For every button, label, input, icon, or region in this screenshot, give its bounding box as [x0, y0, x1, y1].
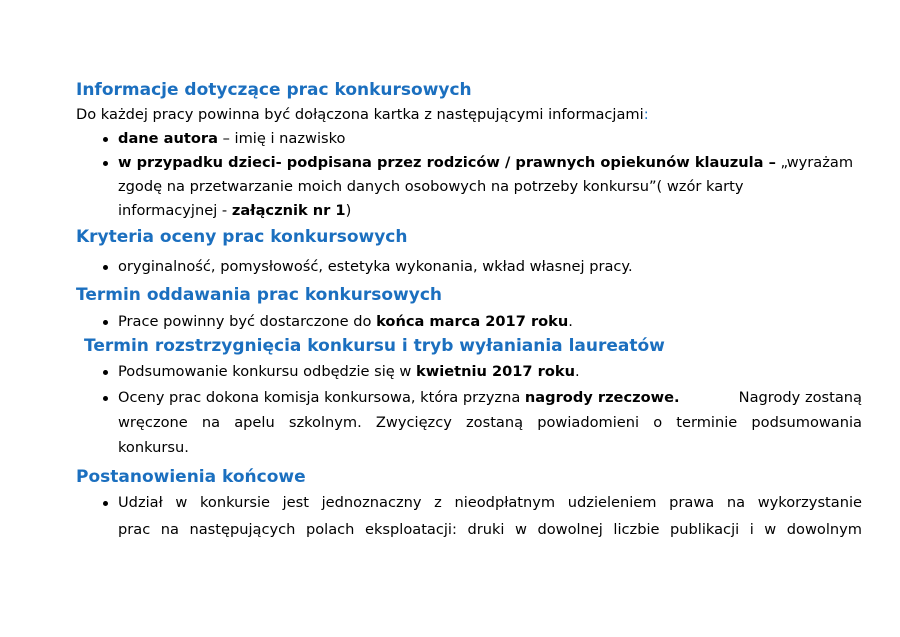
list-item-oceny-line3: konkursu. — [118, 439, 189, 456]
list-item-podsumowanie — [118, 363, 580, 380]
bullet-icon — [103, 265, 108, 270]
item-text: . — [574, 363, 580, 380]
item-bold-text: w przypadku dzieci- podpisana przez rodziców / prawnych opiekunów klauzula – — [118, 154, 776, 171]
section1-intro — [76, 106, 649, 123]
list-item-klauzula-line1 — [118, 154, 853, 171]
bullet-icon — [103, 137, 108, 142]
item-text: Prace powinny być dostarczone do — [118, 313, 377, 330]
item-bold-text: końca marca 2017 roku — [376, 313, 569, 330]
bullet-icon — [103, 396, 108, 401]
list-item-oceny-line1 — [118, 389, 862, 406]
list-item-postanowienia-line2: prac na następujących polach eksploatacji: druki w dowolnej liczbie publikacji i w dowolnym — [118, 521, 862, 538]
list-item-postanowienia-line1: Udział w konkursie jest jednoznaczny z nieodpłatnym udzieleniem prawa na wykorzystanie — [118, 494, 862, 511]
item-text: Podsumowanie konkursu odbędzie się w — [118, 363, 417, 380]
item-bold-text: kwietniu 2017 roku — [416, 363, 575, 380]
list-item-klauzula-line2: zgodę na przetwarzanie moich danych osobowych na potrzeby konkursu”( wzór karty — [118, 178, 744, 195]
intro-text: Do każdej pracy powinna być dołączona kartka z następującymi informacjami — [76, 106, 644, 123]
section-heading-rozstrzygniecie: Termin rozstrzygnięcia konkursu i tryb wyłaniania laureatów — [84, 336, 665, 356]
list-item-kryteria: oryginalność, pomysłowość, estetyka wykonania, wkład własnej pracy. — [118, 258, 633, 275]
section-heading-kryteria: Kryteria oceny prac konkursowych — [76, 227, 408, 247]
item-text: ) — [345, 202, 352, 219]
item-text — [118, 389, 680, 406]
section-heading-termin-oddawania: Termin oddawania prac konkursowych — [76, 285, 443, 305]
bullet-icon — [103, 370, 108, 375]
section-heading-informacje: Informacje dotyczące prac konkursowych — [76, 80, 472, 100]
item-text: „wyrażam — [775, 154, 854, 171]
item-bold-text: nagrody rzeczowe. — [524, 389, 680, 406]
item-text-pre: Oceny prac dokona komisja konkursowa, która przyzna — [118, 389, 525, 406]
item-text: informacyjnej - — [118, 202, 232, 219]
bullet-icon — [103, 320, 108, 325]
list-item-klauzula-line3 — [118, 202, 351, 219]
list-item-termin-oddawania — [118, 313, 573, 330]
item-bold-text: dane autora — [118, 130, 218, 147]
bullet-icon — [103, 161, 108, 166]
intro-colon: : — [643, 106, 649, 123]
list-item-dane-autora — [118, 130, 345, 147]
list-item-oceny-line2: wręczone na apelu szkolnym. Zwycięzcy zostaną powiadomieni o terminie podsumowania — [118, 414, 862, 431]
item-text: . — [568, 313, 573, 330]
section-heading-postanowienia: Postanowienia końcowe — [76, 467, 306, 487]
item-text: Nagrody zostaną — [738, 389, 862, 406]
item-text: – imię i nazwisko — [217, 130, 346, 147]
bullet-icon — [103, 501, 108, 506]
item-bold-text: załącznik nr 1 — [231, 202, 346, 219]
